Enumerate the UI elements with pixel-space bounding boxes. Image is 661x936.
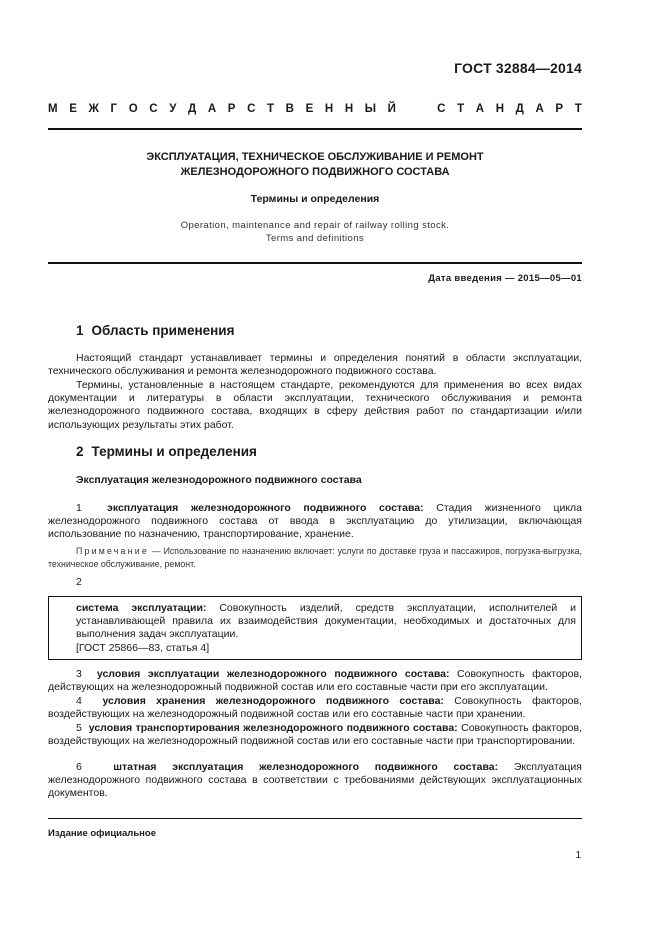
term-5 — [48, 722, 582, 748]
heading-letter: Д — [188, 103, 197, 115]
subsection-heading: Эксплуатация железнодорожного подвижного состава — [76, 474, 362, 486]
term-definition: Совокупность факторов, действующих на железнодорожный подвижной состав или его составные части при его эксплуатации. — [48, 668, 582, 694]
footer-rule — [48, 818, 582, 819]
english-title-line1: Operation, maintenance and repair of railway rolling stock. — [180, 220, 450, 231]
term-6 — [48, 761, 582, 801]
heading-letter: А — [207, 103, 217, 115]
term-number: 4 — [76, 695, 82, 707]
heading-letter: В — [285, 103, 294, 115]
heading-letter: Е — [305, 103, 314, 115]
title-rule — [48, 262, 582, 264]
heading-letter: Ы — [364, 103, 377, 115]
gost-code: ГОСТ 32884—2014 — [454, 60, 582, 76]
term-2-number — [48, 576, 582, 589]
term-name: условия транспортирования железнодорожного подвижного состава: — [88, 722, 458, 734]
section-1-paragraph-2 — [48, 379, 582, 432]
heading-letter: М — [48, 103, 58, 115]
note-label: Примечание — [76, 546, 149, 556]
term-2 — [76, 602, 576, 655]
heading-letter: Т — [574, 103, 582, 115]
heading-letter: Р — [555, 103, 564, 115]
term-4 — [48, 695, 582, 721]
section-2-heading — [76, 444, 257, 459]
term-number: 3 — [76, 668, 82, 680]
heading-letter: С — [149, 103, 158, 115]
heading-letter: Н — [495, 103, 505, 115]
heading-word-gap — [408, 103, 426, 115]
term-definition: Совокупность факторов, воздействующих на железнодорожный подвижной состав или его составные части при хранении. — [48, 695, 582, 721]
interstate-standard-heading — [48, 103, 582, 115]
heading-letter: Д — [515, 103, 524, 115]
term-reference: [ГОСТ 25866—83, статья 4] — [76, 641, 210, 654]
heading-letter: А — [475, 103, 485, 115]
section-number: 1 — [76, 323, 84, 338]
term-number: 2 — [76, 576, 82, 588]
heading-letter: О — [128, 103, 138, 115]
heading-letter: Р — [227, 103, 236, 115]
term-number: 1 — [76, 502, 82, 514]
heading-letter: Т — [457, 103, 465, 115]
term-1 — [48, 502, 582, 542]
heading-letter: С — [437, 103, 446, 115]
heading-letter: А — [535, 103, 544, 115]
term-name: эксплуатация железнодорожного подвижного состава: — [107, 502, 424, 514]
heading-letter: Е — [69, 103, 77, 115]
doc-title-line1: ЭКСПЛУАТАЦИЯ, ТЕХНИЧЕСКОЕ ОБСЛУЖИВАНИЕ И РЕМОНТ — [146, 151, 484, 163]
note-text: — Использование по назначению включает: услуги по доставке груза и пассажиров, погрузка-выгрузка, техническое обслуживание, ремонт. — [48, 546, 582, 569]
term-name: условия хранения железнодорожного подвижного состава: — [102, 695, 444, 707]
heading-letter: Т — [267, 103, 275, 115]
paragraph-text: Настоящий стандарт устанавливает термины и определения понятий в области эксплуатации, технического обслуживания и ремонта железнодорожного подвижного состава. — [48, 352, 582, 378]
doc-subtitle: Термины и определения — [250, 193, 380, 205]
heading-letter: У — [169, 103, 177, 115]
term-definition: Стадия жизненного цикла железнодорожного подвижного состава от ввода в эксплуатацию до утилизации, включающая использование по назначению, транспортирование, хранение. — [48, 502, 583, 541]
section-1-heading — [76, 323, 234, 338]
term-definition: Совокупность изделий, средств эксплуатации, исполнителей и устанавливающей правила их взаимодействия документации, необходимых и достаточных для выполнения задач эксплуатации. — [76, 602, 576, 641]
heading-letter: Н — [324, 103, 334, 115]
term-name: условия эксплуатации железнодорожного подвижного состава: — [96, 668, 450, 680]
paragraph-text: Термины, установленные в настоящем стандарте, рекомендуются для применения во всех видах документации и литературы в области эксплуатации, технического обслуживания и ремонта железнодорожного подвижного состава, входящих в сферу действия работ по стандартизации и/или использующих результаты этих работ. — [48, 379, 582, 431]
section-title: Область применения — [91, 323, 235, 338]
heading-letter: Г — [110, 103, 118, 115]
heading-letter: С — [247, 103, 256, 115]
term-definition: Эксплуатация железнодорожного подвижного состава в соответствии с требованиями действующих эксплуатационных документов. — [48, 761, 582, 800]
section-number: 2 — [76, 444, 84, 459]
heading-letter: Ж — [88, 103, 99, 115]
doc-title-line2: ЖЕЛЕЗНОДОРОЖНОГО ПОДВИЖНОГО СОСТАВА — [180, 166, 450, 178]
introduction-date: Дата введения — 2015—05—01 — [428, 273, 582, 284]
term-name: штатная эксплуатация железнодорожного подвижного состава: — [113, 761, 499, 773]
section-title: Термины и определения — [91, 444, 257, 459]
term-number: 6 — [76, 761, 82, 773]
section-1-paragraph-1 — [48, 352, 582, 378]
term-name: система эксплуатации: — [76, 602, 207, 614]
heading-letter: Й — [387, 103, 396, 115]
english-title-line2: Terms and definitions — [265, 233, 365, 244]
term-definition: Совокупность факторов, воздействующих на железнодорожный подвижной состав или его составные части при транспортировании. — [48, 722, 582, 748]
page-number: 1 — [575, 850, 581, 861]
term-number: 5 — [76, 722, 82, 734]
top-rule — [48, 128, 582, 130]
term-3 — [48, 668, 582, 694]
heading-letter: Н — [344, 103, 354, 115]
official-edition-label: Издание официальное — [48, 828, 156, 839]
term-1-note — [48, 545, 582, 571]
